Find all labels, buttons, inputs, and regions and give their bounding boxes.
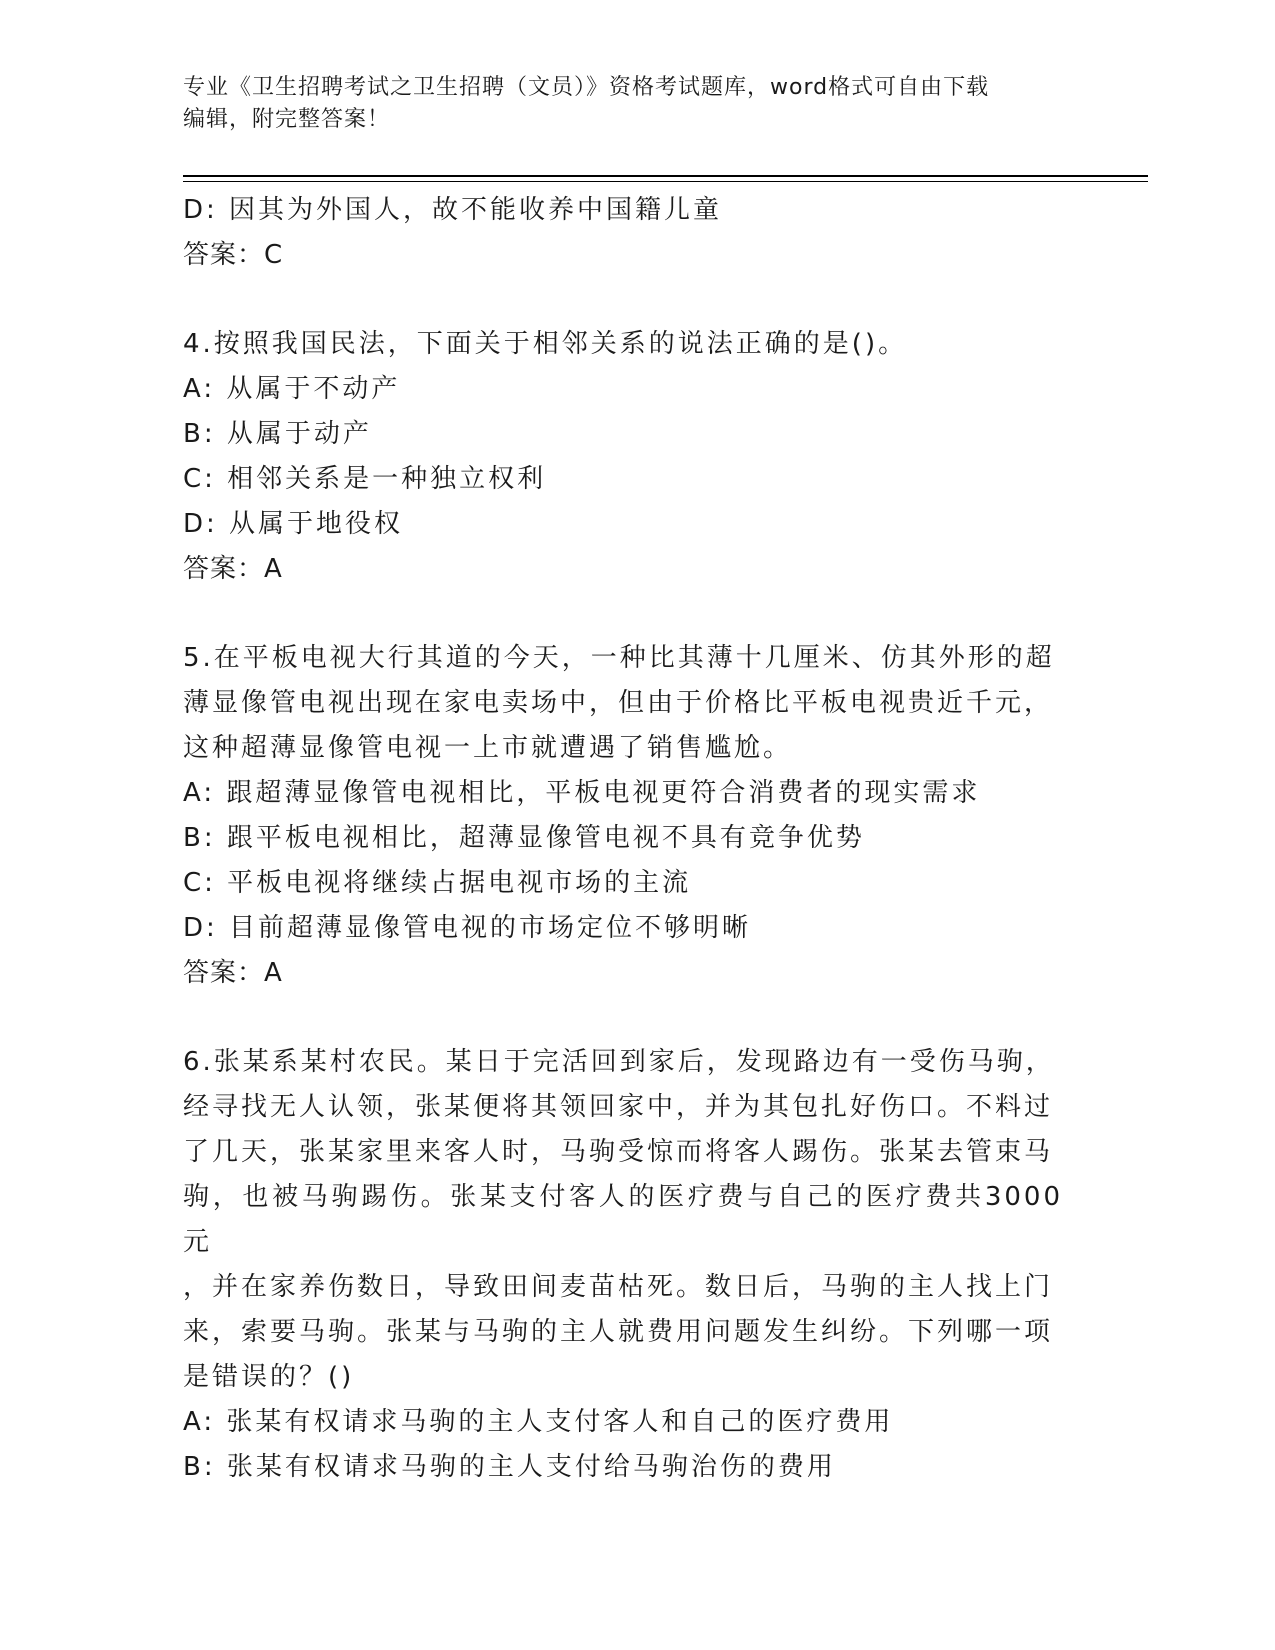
q4-option-d: D: 从属于地役权 xyxy=(183,509,404,539)
q6-option-b: B: 张某有权请求马驹的主人支付给马驹治伤的费用 xyxy=(183,1452,836,1482)
question-content xyxy=(183,188,1063,1490)
spacer xyxy=(183,996,1063,1040)
q5-option-d: D: 目前超薄显像管电视的市场定位不够明晰 xyxy=(183,913,752,943)
prev-answer: 答案：C xyxy=(183,240,284,270)
q5-stem-line-1: 5.在平板电视大行其道的今天，一种比其薄十几厘米、仿其外形的超 xyxy=(183,643,1055,673)
header-divider-thick xyxy=(183,175,1148,177)
q4-option-b: B: 从属于动产 xyxy=(183,419,372,449)
header-divider-thin xyxy=(183,181,1148,182)
q6-stem-line-7: 是错误的？() xyxy=(183,1362,355,1392)
spacer xyxy=(183,592,1063,636)
q4-stem: 4.按照我国民法，下面关于相邻关系的说法正确的是()。 xyxy=(183,329,908,359)
q6-stem-line-3: 了几天，张某家里来客人时，马驹受惊而将客人踢伤。张某去管束马 xyxy=(183,1137,1054,1167)
spacer xyxy=(183,278,1063,322)
q4-answer: 答案：A xyxy=(183,554,283,584)
q5-option-a: A: 跟超薄显像管电视相比，平板电视更符合消费者的现实需求 xyxy=(183,778,981,808)
q5-answer: 答案：A xyxy=(183,958,283,988)
q6-stem-line-1: 6.张某系某村农民。某日于完活回到家后，发现路边有一受伤马驹， xyxy=(183,1047,1055,1077)
q6-stem-line-2: 经寻找无人认领，张某便将其领回家中，并为其包扎好伤口。不料过 xyxy=(183,1092,1054,1122)
q4-option-c: C: 相邻关系是一种独立权利 xyxy=(183,464,547,494)
header-line-2: 编辑，附完整答案！ xyxy=(183,107,391,132)
q5-option-c: C: 平板电视将继续占据电视市场的主流 xyxy=(183,868,692,898)
header-line-1: 专业《卫生招聘考试之卫生招聘（文员）》资格考试题库，word格式可自由下载 xyxy=(183,75,990,100)
q5-option-b: B: 跟平板电视相比，超薄显像管电视不具有竞争优势 xyxy=(183,823,865,853)
q5-stem-line-3: 这种超薄显像管电视一上市就遭遇了销售尴尬。 xyxy=(183,733,793,763)
q6-stem-line-6: 来，索要马驹。张某与马驹的主人就费用问题发生纠纷。下列哪一项 xyxy=(183,1317,1054,1347)
q6-stem-line-4: 驹，也被马驹踢伤。张某支付客人的医疗费与自己的医疗费共3000元 xyxy=(183,1182,1063,1257)
page-header xyxy=(183,72,1063,136)
q6-stem-line-5: ，并在家养伤数日，导致田间麦苗枯死。数日后，马驹的主人找上门 xyxy=(183,1272,1054,1302)
prev-option-d: D: 因其为外国人，故不能收养中国籍儿童 xyxy=(183,195,723,225)
q5-stem-line-2: 薄显像管电视出现在家电卖场中，但由于价格比平板电视贵近千元， xyxy=(183,688,1054,718)
q4-option-a: A: 从属于不动产 xyxy=(183,374,401,404)
q6-option-a: A: 张某有权请求马驹的主人支付客人和自己的医疗费用 xyxy=(183,1407,894,1437)
